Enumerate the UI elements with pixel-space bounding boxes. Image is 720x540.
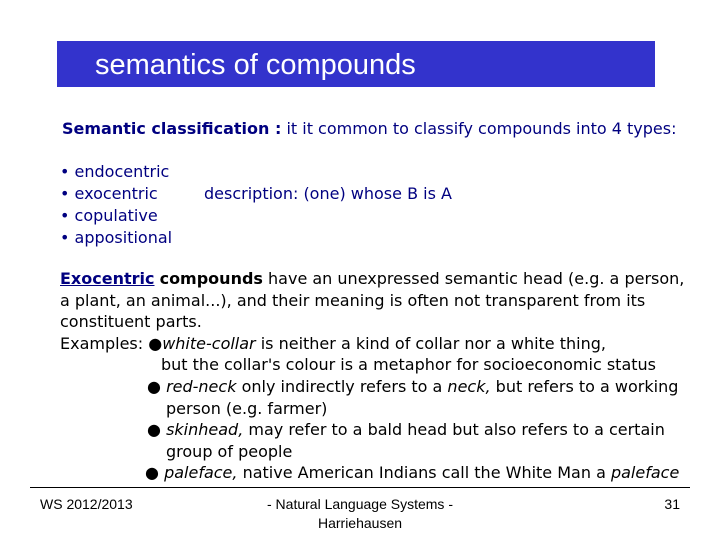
para-line-3: constituent parts. <box>60 312 202 331</box>
example-bullet: ● <box>145 463 159 482</box>
example-2-term: red-neck <box>166 377 237 396</box>
bullet-exocentric: • exocentric <box>60 184 158 203</box>
footer-semester: WS 2012/2013 <box>40 496 133 512</box>
intro-line <box>62 118 676 140</box>
intro-text: it it common to classify compounds into 4 types: <box>286 119 677 138</box>
example-4-text: native American Indians call the White Man a <box>242 463 606 482</box>
example-3 <box>147 419 665 441</box>
example-bullet: ● <box>148 334 163 353</box>
footer-rule <box>30 487 690 488</box>
examples-label: Examples: <box>60 334 144 353</box>
example-3-term: skinhead, <box>166 420 244 439</box>
example-3-text: may refer to a bald head but also refers to a certain <box>248 420 665 439</box>
example-bullet: ● <box>147 420 161 439</box>
example-1-term: white-collar <box>162 334 256 353</box>
para-line-2: a plant, an animal...), and their meaning is often not transparent from its <box>60 291 646 310</box>
example-bullet: ● <box>147 377 161 396</box>
bullet-copulative: • copulative <box>60 206 158 225</box>
example-2 <box>147 376 678 398</box>
footer-author: Harriehausen <box>317 515 403 531</box>
intro-label: Semantic classification : <box>62 119 282 138</box>
example-1-cont: but the collar's colour is a metaphor for socioeconomic status <box>161 355 656 374</box>
example-4-term: paleface, <box>164 463 238 482</box>
example-4 <box>145 462 679 484</box>
example-2-cont: person (e.g. farmer) <box>166 399 328 418</box>
page-number: 31 <box>664 496 680 512</box>
para-line-1 <box>60 268 684 290</box>
example-2-text: but refers to a working <box>495 377 679 396</box>
footer-course: - Natural Language Systems - <box>267 496 453 512</box>
exocentric-term: Exocentric <box>60 269 155 288</box>
example-2-mid: only indirectly refers to a <box>241 377 443 396</box>
para-line-1-rest: have an unexpressed semantic head (e.g. a person, <box>268 269 685 288</box>
description-text: description: (one) whose B is A <box>204 184 452 203</box>
example-1 <box>60 333 606 355</box>
bullet-endocentric: • endocentric <box>60 162 170 181</box>
example-3-cont: group of people <box>166 442 293 461</box>
example-2-term-2: neck, <box>447 377 491 396</box>
compounds-term: compounds <box>159 269 263 288</box>
example-4-term-2: paleface <box>610 463 680 482</box>
bullet-appositional: • appositional <box>60 228 173 247</box>
example-1-text: is neither a kind of collar nor a white thing, <box>260 334 606 353</box>
slide-title: semantics of compounds <box>95 49 416 81</box>
